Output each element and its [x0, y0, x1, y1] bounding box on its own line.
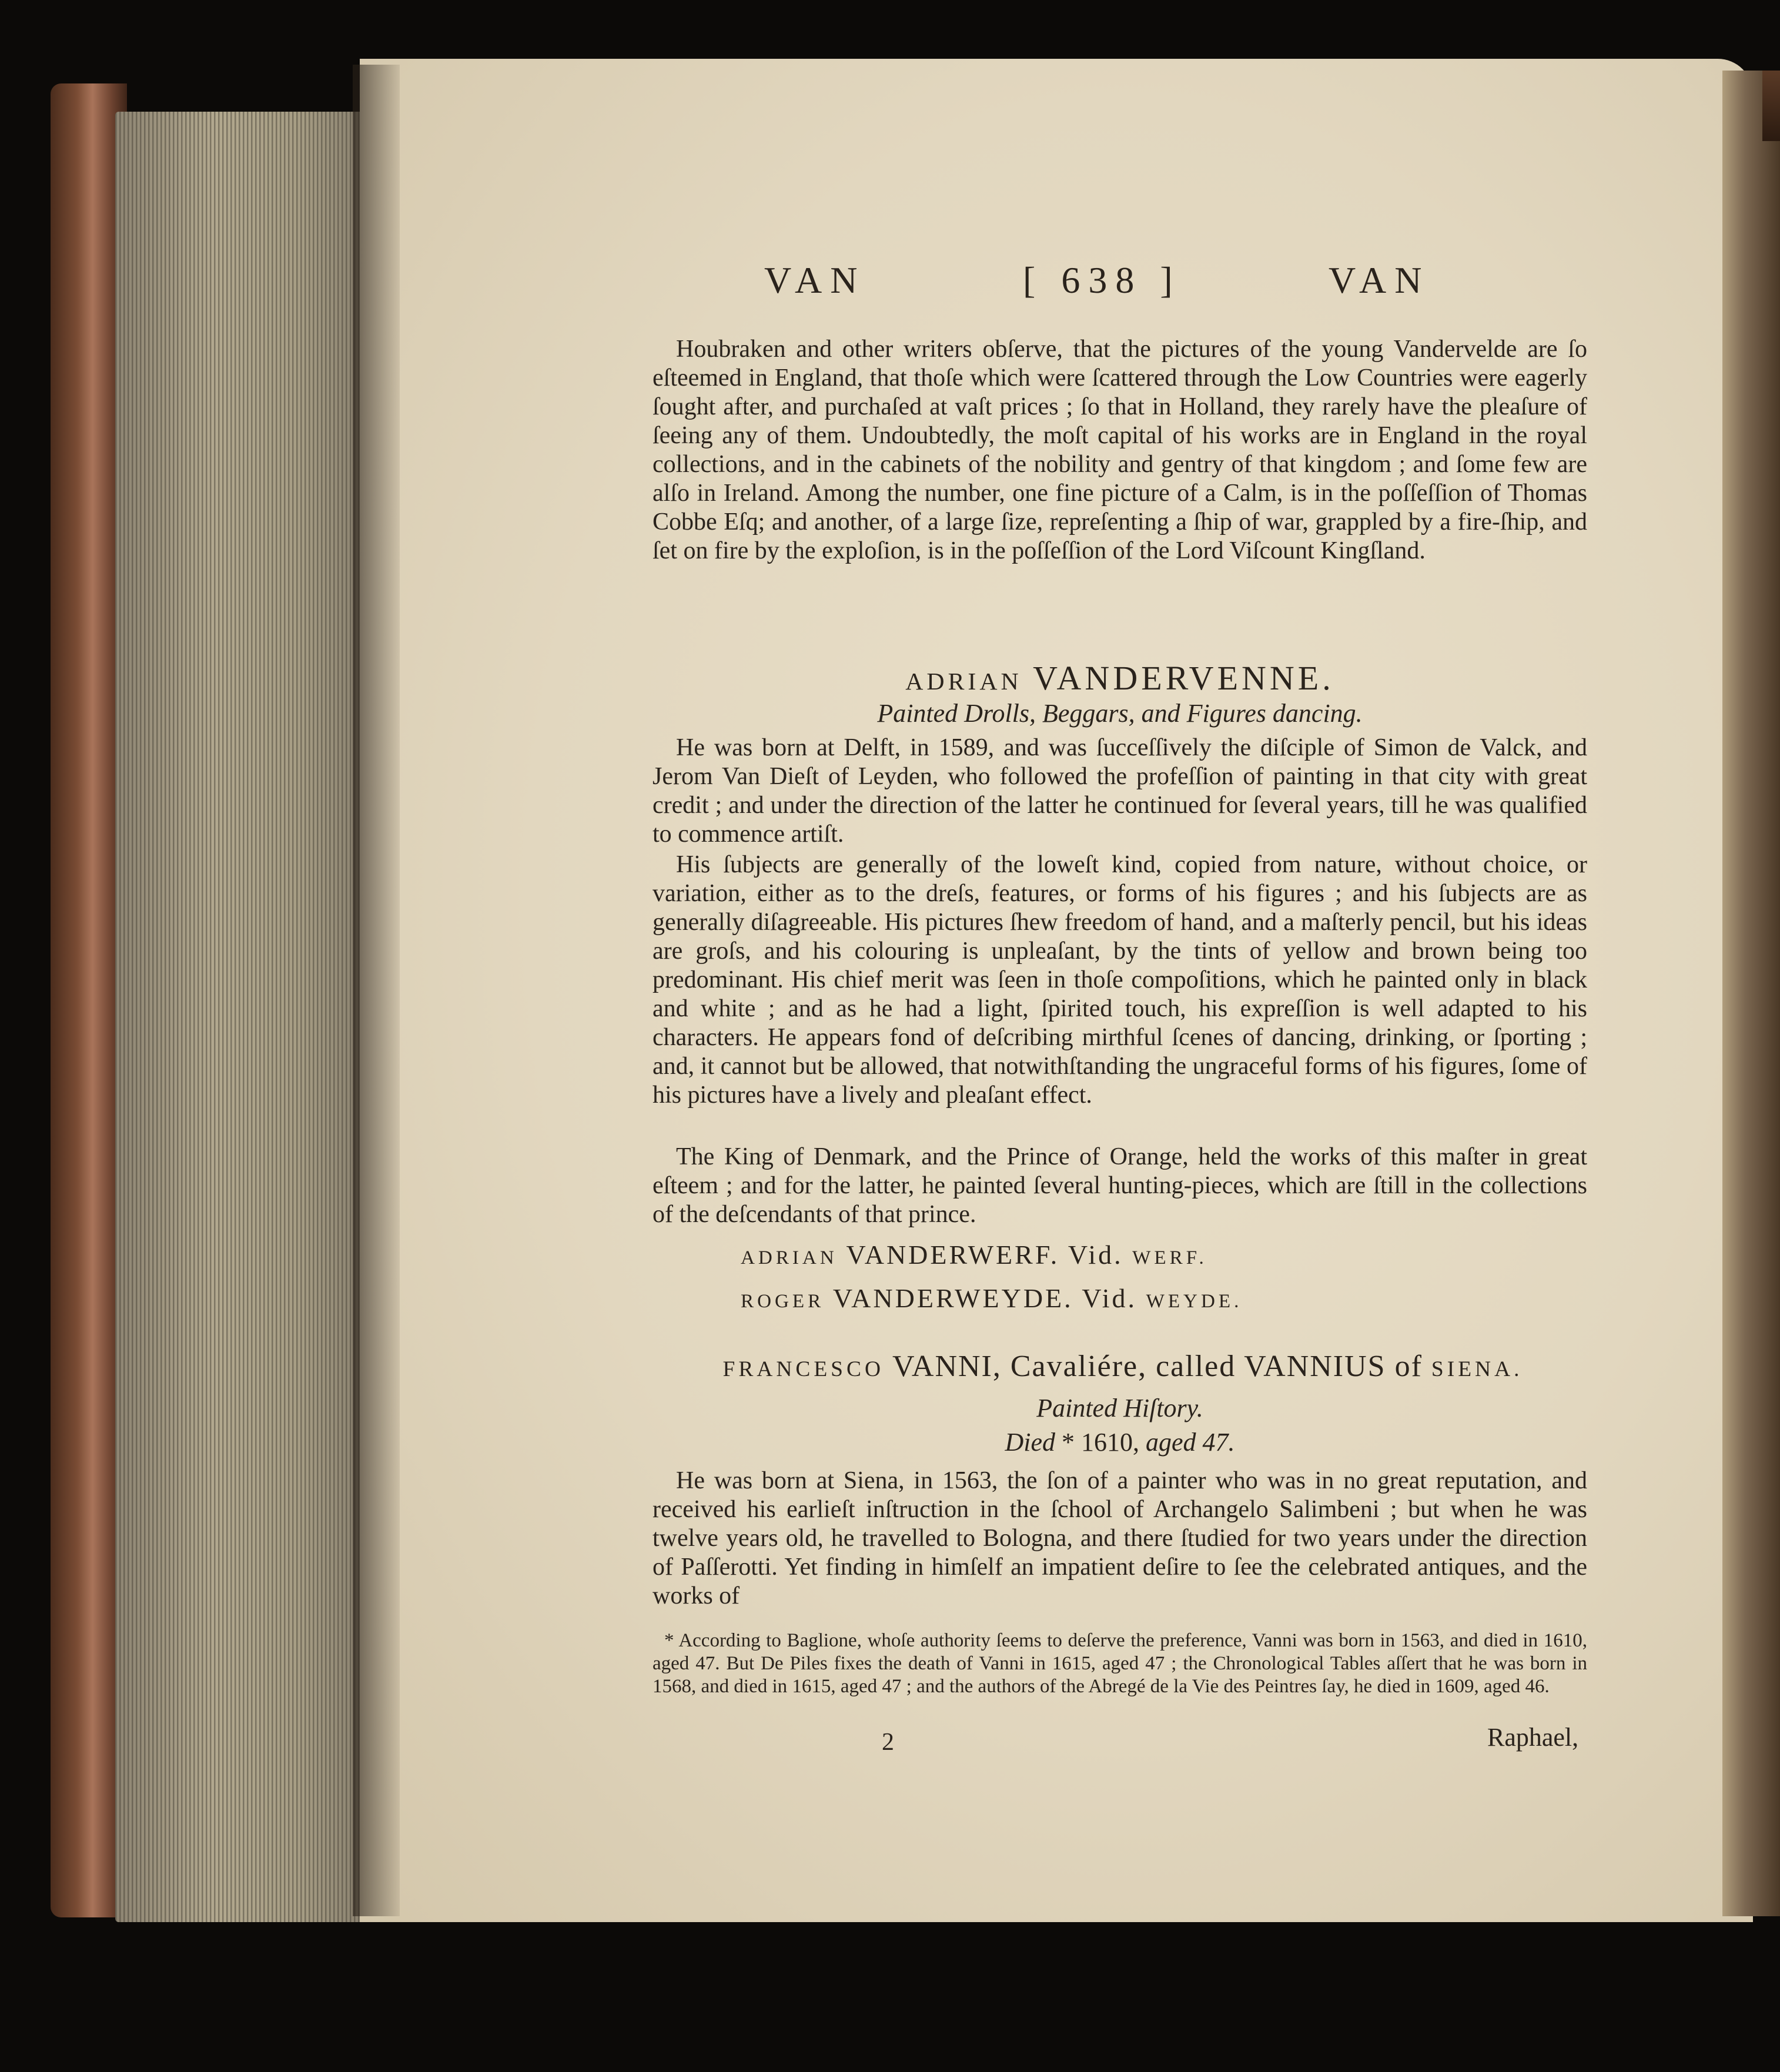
page-edges — [115, 112, 362, 1922]
entry-subtitle: Painted Drolls, Beggars, and Figures dancing. — [877, 699, 1363, 728]
next-leaf — [1722, 71, 1780, 1916]
xref-vid: Vid. — [1082, 1283, 1137, 1313]
paragraph-vanni-early-life: He was born at Siena, in 1563, the ſon of a painter who was in no great reputation, and received his earlieſt inſtruction in the ſchool of Archangelo Salimbeni ; but when he was twelve years old, he travelled to Bologna, and there ſtudied for two years under the direction of Paſſerotti. Yet finding in himſelf an impatient deſire to ſee the celebrated antiques, and the works of — [653, 1467, 1587, 1609]
running-head-left: VAN — [764, 259, 866, 301]
paragraph-subjects: His ſubjects are generally of the loweſt kind, copied from nature, without choice, or variation, either as to the dreſs, features, or forms of his figures ; and his ſubjects are as generally diſagreeable. His pictures ſhew freedom of hand, and a maſterly pencil, but his ideas are groſs, and his colouring is unpleaſant, by the tints of yellow and brown being too predominant. His chief merit was ſeen in thoſe compoſitions, which he painted only in black and white ; and as he had a light, ſpirited touch, his expreſſion is well adapted to his characters. He appears fond of deſcribing mirthful ſcenes of dancing, drinking, or ſporting ; and, it cannot but be allowed, that notwithſtanding the ungraceful forms of his figures, ſome of his pictures have a lively and pleaſant effect. — [653, 851, 1587, 1109]
catchword: Raphael, — [1487, 1723, 1579, 1752]
footnote-marker: * — [1062, 1428, 1075, 1457]
entry-death-line — [653, 1427, 1587, 1457]
entry-first-name: FRANCESCO — [722, 1357, 884, 1381]
entry-heading-vandervenne — [653, 658, 1587, 698]
footnote: * According to Baglione, whoſe authority ſeems to deſerve the preference, Vanni was born in 1563, and died in 1610, aged 47. But De Piles fixes the death of Vanni in 1615, aged 47 ; the Chronological Tables aſſert that he was born in 1568, and died in 1615, aged 47 ; and the authors of the Abregé de la Vie des Peintres ſay, he died in 1609, aged 46. — [653, 1630, 1587, 1697]
xref-vid: Vid. — [1068, 1240, 1123, 1270]
entry-first-name: ADRIAN — [905, 668, 1022, 695]
signature-mark: 2 — [882, 1729, 894, 1756]
xref-target: WEYDE. — [1146, 1290, 1243, 1312]
gutter-shadow — [353, 65, 400, 1916]
died-label: Died — [1005, 1428, 1055, 1457]
xref-surname: VANDERWERF. — [846, 1240, 1060, 1270]
cross-reference — [741, 1239, 1207, 1270]
paragraph-vandervelde: Houbraken and other writers obſerve, that the pictures of the young Vandervelde are ſo eſteemed in England, that thoſe which were ſcattered through the Low Countries were eagerly ſought after, and purchaſed at vaſt prices ; ſo that in Holland, they rarely have the pleaſure of ſeeing any of them. Undoubtedly, the moſt capital of his works are in England in the royal collections, and in the cabinets of the nobility and gentry of that kingdom ; and ſome few are alſo in Ireland. Among the number, one fine picture of a Calm, is in the poſſeſſion of Thomas Cobbe Eſq; and another, of a large ſize, repreſenting a ſhip of war, grappled by a fire-ſhip, and ſet on fire by the exploſion, is in the poſſeſſion of the Lord Viſcount Kingſland. — [653, 336, 1587, 564]
cross-reference — [741, 1283, 1242, 1314]
leaf-corner — [1762, 71, 1780, 141]
entry-title: Cavaliére, called — [1010, 1350, 1236, 1383]
entry-of: of — [1394, 1350, 1423, 1383]
xref-first-name: ROGER — [741, 1290, 825, 1312]
paragraph-birth: He was born at Delft, in 1589, and was ſucceſſively the diſciple of Simon de Valck, and Jerom Van Dieſt of Leyden, who followed the profeſſion of painting in that city with great credit ; and under the direction of the latter he continued for ſeveral years, till he was qualified to commence artiſt. — [653, 734, 1587, 848]
page-number: [ 638 ] — [1023, 259, 1181, 301]
died-year: 1610, — [1081, 1428, 1139, 1457]
xref-target: WERF. — [1132, 1247, 1207, 1268]
running-head-right: VAN — [1329, 259, 1430, 301]
xref-first-name: ADRIAN — [741, 1247, 838, 1268]
entry-heading-vanni — [664, 1349, 1581, 1384]
running-head — [764, 259, 1470, 312]
entry-subtitle: Painted Hiſtory. — [1036, 1394, 1203, 1422]
xref-surname: VANDERWEYDE. — [832, 1283, 1073, 1313]
entry-alias: VANNIUS — [1244, 1350, 1386, 1383]
entry-surname: VANNI, — [892, 1350, 1002, 1383]
entry-place: SIENA. — [1431, 1357, 1523, 1381]
died-age: aged 47. — [1146, 1428, 1235, 1457]
entry-surname: VANDERVENNE. — [1033, 659, 1334, 697]
paragraph-patrons: The King of Denmark, and the Prince of Orange, held the works of this maſter in great eſteem ; and for the latter, he painted ſeveral hunting-pieces, which are ſtill in the collections of the deſcendants of that prince. — [653, 1143, 1587, 1228]
